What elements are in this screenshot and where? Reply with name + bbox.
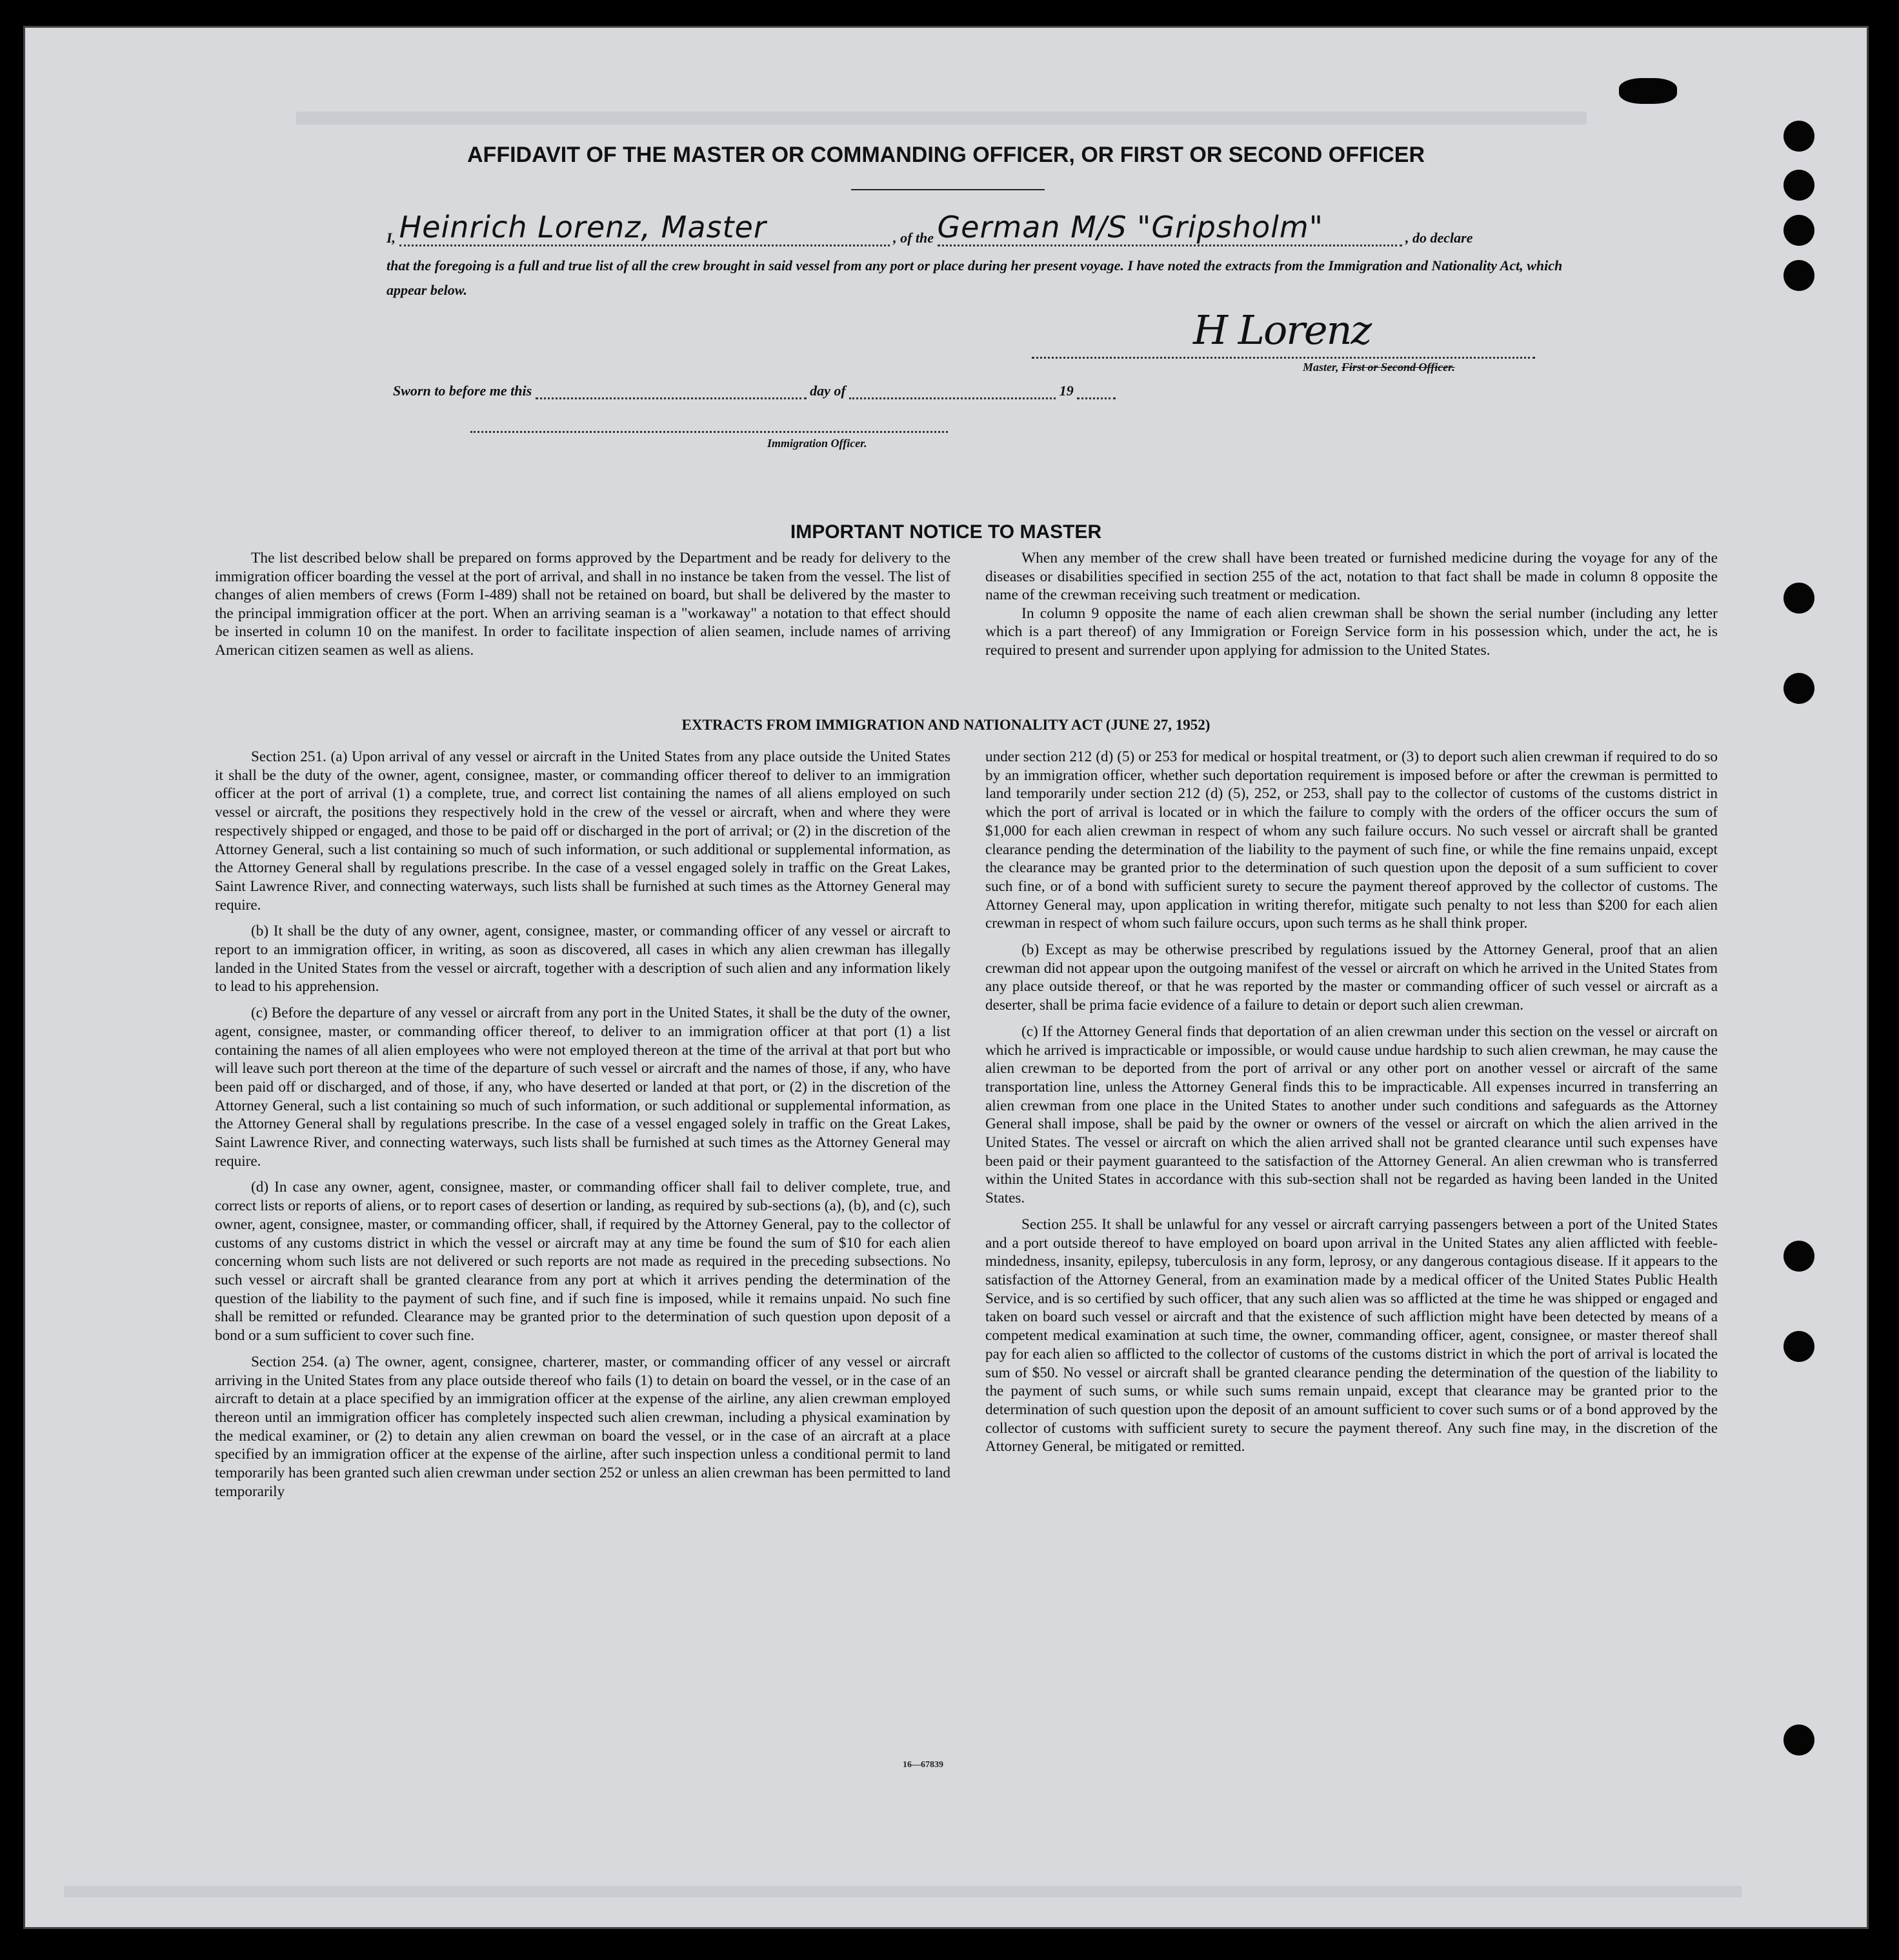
master-signature: H Lorenz xyxy=(1193,306,1371,354)
officer-caption: Immigration Officer. xyxy=(767,437,867,450)
signature-line xyxy=(1032,357,1535,359)
year-label: 19 xyxy=(1059,383,1074,399)
bleed-through-band xyxy=(64,1886,1742,1897)
notice-left-column xyxy=(215,549,950,668)
signature-caption-master: Master, xyxy=(1303,361,1339,374)
signature-caption-struck: First or Second Officer. xyxy=(1341,361,1455,374)
notice-right-column xyxy=(985,549,1718,668)
punch-hole xyxy=(1783,215,1814,246)
sworn-year-field[interactable] xyxy=(1077,397,1116,399)
declaration-statement: that the foregoing is a full and true list of all the crew brought in said vessel from any port or place during her present voyage. I have noted the extracts from the Immigration and Nationality Act, which appear below. xyxy=(387,257,1563,298)
print-code: 16—67839 xyxy=(903,1760,943,1770)
punch-hole xyxy=(1783,583,1814,614)
declare-label: , do declare xyxy=(1405,230,1473,246)
affidavit-title: AFFIDAVIT OF THE MASTER OR COMMANDING OFFICER, OR FIRST OR SECOND OFFICER xyxy=(467,143,1425,167)
vessel-name: German M/S "Gripsholm" xyxy=(937,210,1323,245)
extracts-left-column xyxy=(215,748,950,1508)
punch-hole xyxy=(1783,1725,1814,1755)
notice-right-paragraph-1: When any member of the crew shall have been treated or furnished medicine during the voyage for any of the diseases or disabilities specified in section 255 of the act, notation to that fact shall be made in column 8 opposite the name of the crewman receiving such treatment or medication. xyxy=(985,550,1718,604)
section-254-b: (b) Except as may be otherwise prescribed by regulations issued by the Attorney General, proof that an alien crewman did not appear upon the outgoing manifest of the vessel or aircraft on which he arrived in the United States from any place outside thereof, or that he was reported by the master or commanding officer of such vessel or aircraft as a deserter, shall be prima facie evidence of a failure to detain or deport such alien crewman. xyxy=(985,941,1718,1014)
i-label: I, xyxy=(387,230,396,246)
sworn-day-field[interactable] xyxy=(536,397,807,399)
notice-right-paragraph-2: In column 9 opposite the name of each alien crewman shall be shown the serial number (including any letter which is a part thereof) of any Immigration or Foreign Service form in his possession which, under the act, he is required to present and surrender upon applying for admission to the United States. xyxy=(985,605,1718,659)
section-251-b: (b) It shall be the duty of any owner, agent, consignee, master, or commanding officer of any vessel or aircraft to report to an immigration officer, in writing, as soon as discovered, all cases in which any alien crewman has illegally landed in the United States from the vessel or aircraft, together with a description of such alien and any information likely to lead to his apprehension. xyxy=(215,923,950,995)
declarant-field xyxy=(399,210,890,246)
notice-left-paragraph: The list described below shall be prepared on forms approved by the Department and be ready for delivery to the immigration officer boarding the vessel at the port of arrival, and shall in no instance be taken from the vessel. The list of changes of alien members of crews (Form I-489) shall not be retained on board, but shall be delivered by the master to the principal immigration officer at the port. When an arriving seaman is a "workaway" a notation to that effect should be inserted in column 10 on the manifest. In order to facilitate inspection of alien seamen, include names of arriving American citizen seamen as well as aliens. xyxy=(215,550,950,659)
section-251-a: Section 251. (a) Upon arrival of any vessel or aircraft in the United States from any place outside the United States it shall be the duty of the owner, agent, consignee, master, or commanding officer thereof to deliver to an immigration officer at the port of arrival (1) a complete, true, and correct list containing the names of all aliens employed on such vessel or aircraft, the positions they respectively hold in the crew of the vessel or aircraft, when and where they were respectively shipped or engaged, and those to be paid off or discharged in the port of arrival; or (2) in the discretion of the Attorney General, such a list containing so much of such information, or such additional or supplemental information, as the Attorney General shall by regulations prescribe. In the case of a vessel engaged solely in traffic on the Great Lakes, Saint Lawrence River, and connecting waterways, such lists shall be furnished at such times as the Attorney General may require. xyxy=(215,748,950,914)
sworn-line xyxy=(393,383,1116,399)
ink-blot xyxy=(1619,78,1677,104)
section-251-d: (d) In case any owner, agent, consignee, master, or commanding officer shall fail to deliver complete, true, and correct lists or reports of aliens, or to report cases of desertion or landing, as required by sub-sections (a), (b), and (c), such owner, agent, consignee, master, or commanding officer, shall, if required by the Attorney General, pay to the collector of customs of any customs district in which the vessel or aircraft may at any time be found the sum of $10 for each alien concerning whom such lists are not delivered or such reports are not made as required in the preceding subsections. No such vessel or aircraft shall be granted clearance from any port at which it arrives pending the determination of the question of the liability to the payment of such fine, and if such fine is imposed, while it remains unpaid. No such fine shall be remitted or refunded. Clearance may be granted prior to the determination of such question upon deposit of a bond or a sum sufficient to cover such fine. xyxy=(215,1179,950,1345)
punch-hole xyxy=(1783,673,1814,704)
extracts-right-column xyxy=(985,748,1718,1464)
day-of-label: day of xyxy=(810,383,846,399)
bleed-through-band xyxy=(296,112,1587,125)
punch-hole xyxy=(1783,1331,1814,1362)
notice-title: IMPORTANT NOTICE TO MASTER xyxy=(790,521,1102,543)
extracts-title: EXTRACTS FROM IMMIGRATION AND NATIONALITY ACT (JUNE 27, 1952) xyxy=(681,717,1211,733)
of-the-label: , of the xyxy=(893,230,934,246)
section-255: Section 255. It shall be unlawful for any vessel or aircraft carrying passengers between a port of the United States and a port outside thereof to have employed on board upon arrival in the United States any alien afflicted with feeble-mindedness, insanity, epilepsy, tuberculosis in any form, leprosy, or any dangerous contagious disease. If it appears to the satisfaction of the Attorney General, from an examination made by a medical officer of the United States Public Health Service, and is so certified by such officer, that any such alien was so afflicted at the time he was shipped or engaged and taken on board such vessel or aircraft and that the existence of such affliction might have been detected by means of a competent medical examination at such time, the owner, commanding officer, agent, consignee, or master thereof shall pay for each alien so afflicted to the collector of customs of the customs district in which the port of arrival is located the sum of $50. No vessel or aircraft shall be granted clearance pending the determination of the question of the liability to the payment of such sums, or while such sums remain unpaid, except that clearance may be granted prior to the determination of such question upon the deposit of an amount sufficient to cover such sums or of a bond approved by the collector of customs with sufficient surety to secure the payment thereof. Any such fine may, in the discretion of the Attorney General, be mitigated or remitted. xyxy=(985,1215,1718,1455)
title-rule xyxy=(851,189,1045,190)
signature-caption xyxy=(1303,361,1455,374)
declaration-line xyxy=(387,210,1472,246)
section-254-c: (c) If the Attorney General finds that deportation of an alien crewman under this section on the vessel or aircraft on which he arrived is impracticable or impossible, or would cause undue hardship to such alien crewman, he may cause the alien crewman to be deported from the port of arrival or any other port on another vessel or aircraft of the same transportation line, unless the Attorney General finds this to be impracticable. All expenses incurred in transferring an alien crewman from one place in the United States to another under such conditions and safeguards as the Attorney General shall impose, shall be paid by the owner or owners of the vessel or aircraft on which the alien arrived in the United States. The vessel or aircraft on which the alien arrived shall not be granted clearance until such expenses have been paid or their payment guaranteed to the satisfaction of the Attorney General. An alien crewman who is transferred within the United States in accordance with this sub-section shall not be regarded as having been landed in the United States. xyxy=(985,1023,1718,1207)
punch-hole xyxy=(1783,1241,1814,1272)
punch-hole xyxy=(1783,260,1814,291)
declarant-name: Heinrich Lorenz, Master xyxy=(399,210,767,245)
sworn-month-field[interactable] xyxy=(849,397,1056,399)
officer-signature-line xyxy=(470,431,948,433)
sworn-label: Sworn to before me this xyxy=(393,383,532,399)
section-254-a-continued: under section 212 (d) (5) or 253 for medical or hospital treatment, or (3) to deport such alien crewman if required to do so by an immigration officer, whether such deportation requirement is imposed before or after the crewman is permitted to land temporarily under section 212 (d) (5), 252, or 253, shall pay to the collector of customs of the customs district in which the port of arrival is located or in which the failure to comply with the orders of the officer occurs the sum of $1,000 for each alien crewman in respect of whom any such failure occurs. No such vessel or aircraft shall be granted clearance pending the determination of the liability to the payment of such fine, or while the fine remains unpaid, except the clearance may be granted prior to the determination of such question upon the deposit of a sum sufficient to cover such fine, or of a bond with sufficient surety to secure the payment thereof approved by the collector of customs. The Attorney General may, upon application in writing therefor, mitigate such penalty to not less than $200 for each alien crewman in respect of whom such failure occurs, upon such terms as he shall think proper. xyxy=(985,748,1718,932)
document-page xyxy=(23,26,1869,1929)
section-251-c: (c) Before the departure of any vessel or aircraft from any port in the United States, it shall be the duty of the owner, agent, consignee, master, or commanding officer thereof, to deliver to an immigration officer at that port (1) a list containing the names of all alien employees who were not employed thereon at the time of the arrival at that port but who will leave such port thereon at the time of the departure of such vessel or aircraft and the names of those, if any, who have been paid off or discharged, and of those, if any, who have deserted or landed at that port, or (2) in the discretion of the Attorney General, such a list containing so much of such information, or such additional or supplemental information, as the Attorney General shall by regulations prescribe. In the case of a vessel engaged solely in traffic on the Great Lakes, Saint Lawrence River, and connecting waterways, such lists shall be furnished at such times as the Attorney General may require. xyxy=(215,1005,950,1170)
vessel-field xyxy=(938,210,1402,246)
section-254-a: Section 254. (a) The owner, agent, consignee, charterer, master, or commanding officer of any vessel or aircraft arriving in the United States from any place outside thereof who fails (1) to detain on board the vessel, or in the case of an aircraft to detain at a place specified by an immigration officer at the expense of the airline, any alien crewman employed thereon until an immigration officer has completely inspected such alien crewman, including a physical examination by the medical examiner, or (2) to detain any alien crewman on board the vessel, or in the case of an aircraft at a place specified by an immigration officer at the expense of the airline, after such inspection unless a conditional permit to land temporarily has been granted such alien crewman under section 252 or unless an alien crewman has been permitted to land temporarily xyxy=(215,1353,950,1500)
punch-hole xyxy=(1783,170,1814,201)
